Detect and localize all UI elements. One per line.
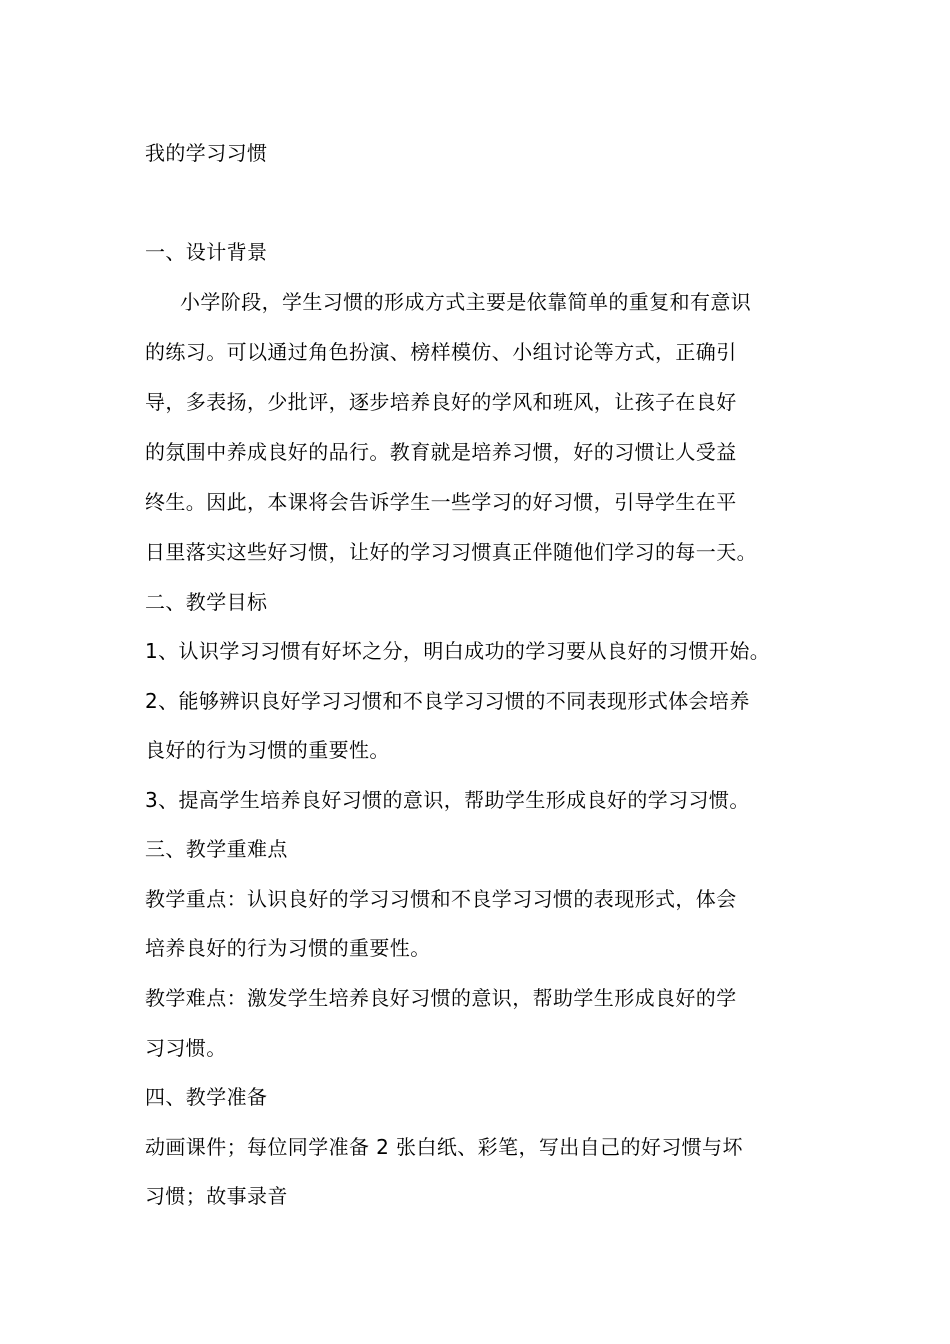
paragraph-line: 终生。因此，本课将会告诉学生一些学习的好习惯，引导学生在平 [145, 490, 737, 514]
paragraph-line: 日里落实这些好习惯，让好的学习习惯真正伴随他们学习的每一天。 [145, 540, 757, 564]
paragraph-line: 的练习。可以通过角色扮演、榜样模仿、小组讨论等方式，正确引 [145, 340, 737, 364]
objective-line: 2、能够辨识良好学习习惯和不良学习习惯的不同表现形式体会培养 [145, 689, 750, 713]
document-title: 我的学习习惯 [145, 141, 268, 165]
objective-line: 良好的行为习惯的重要性。 [145, 738, 390, 762]
key-point-line: 教学重点：认识良好的学习习惯和不良学习习惯的表现形式，体会 [145, 887, 737, 911]
preparation-line: 习惯；故事录音 [145, 1184, 288, 1208]
key-point-line: 培养良好的行为习惯的重要性。 [145, 936, 431, 960]
section-heading-key-points: 三、教学重难点 [145, 837, 288, 861]
paragraph-line: 的氛围中养成良好的品行。教育就是培养习惯，好的习惯让人受益 [145, 440, 737, 464]
section-heading-objectives: 二、教学目标 [145, 590, 268, 614]
key-point-line: 习习惯。 [145, 1036, 227, 1060]
section-heading-preparation: 四、教学准备 [145, 1085, 268, 1109]
objective-line: 1、认识学习习惯有好坏之分，明白成功的学习要从良好的习惯开始。 [145, 639, 771, 663]
section-heading-background: 一、设计背景 [145, 240, 268, 264]
preparation-line: 动画课件；每位同学准备 2 张白纸、彩笔，写出自己的好习惯与坏 [145, 1135, 743, 1159]
paragraph-line: 导，多表扬，少批评，逐步培养良好的学风和班风，让孩子在良好 [145, 390, 737, 414]
key-point-line: 教学难点：激发学生培养良好习惯的意识，帮助学生形成良好的学 [145, 986, 737, 1010]
paragraph-line: 小学阶段，学生习惯的形成方式主要是依靠简单的重复和有意识 [180, 290, 752, 314]
objective-line: 3、提高学生培养良好习惯的意识，帮助学生形成良好的学习习惯。 [145, 788, 750, 812]
